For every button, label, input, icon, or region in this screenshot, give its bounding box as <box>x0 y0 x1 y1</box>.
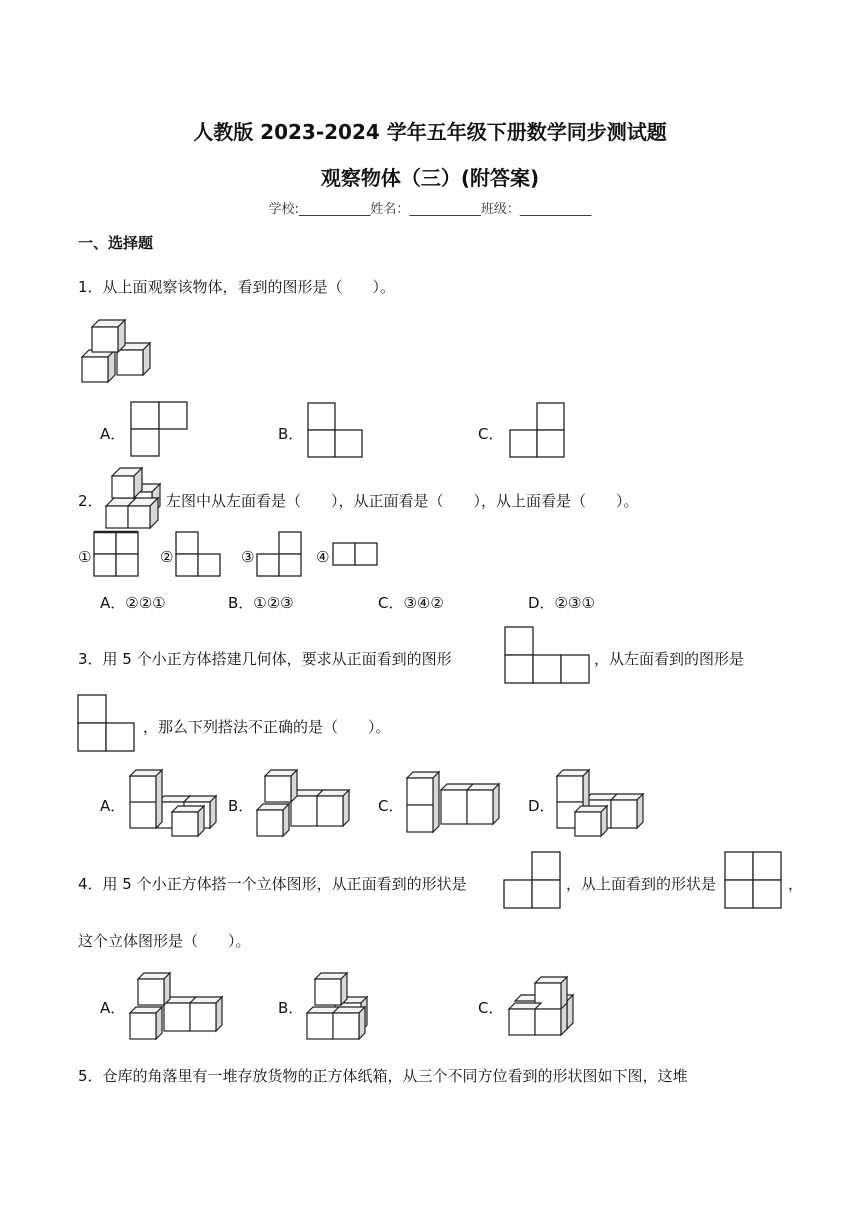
question-2-view-4-label: ④ <box>316 548 330 566</box>
question-4-option-c-figure[interactable] <box>507 969 587 1041</box>
question-1-option-c-figure[interactable] <box>510 403 570 461</box>
question-4-option-b-figure[interactable] <box>305 969 385 1041</box>
student-info-line: 学校:___________姓名：___________班级：___________ <box>268 202 592 217</box>
question-4-front-view-figure <box>504 852 566 914</box>
question-1-cube-figure <box>80 317 160 387</box>
question-2-view-2-figure <box>176 532 226 582</box>
question-1-option-b-figure[interactable] <box>308 403 368 461</box>
question-3-text-start: 3．用 5 个小正方体搭建几何体，要求从正面看到的图形 <box>78 650 452 668</box>
question-3-option-c[interactable]: C． <box>378 797 404 815</box>
question-2-view-4-figure <box>333 543 383 569</box>
document-title: 人教版 2023-2024 学年五年级下册数学同步测试题 <box>193 120 667 144</box>
question-2-number: 2． <box>78 492 103 510</box>
question-4-option-a[interactable]: A． <box>100 999 126 1017</box>
question-2-cube-figure <box>104 464 169 530</box>
question-2-option-a[interactable]: A．②②① <box>100 594 166 612</box>
question-1-option-a-figure[interactable] <box>131 402 191 460</box>
question-1-option-b[interactable]: B． <box>278 425 304 443</box>
question-4-text-middle: ，从上面看到的形状是 <box>566 875 717 893</box>
question-2-view-1-label: ① <box>78 548 92 566</box>
question-4-top-view-figure <box>725 852 787 914</box>
question-3-text-middle: ，从左面看到的图形是 <box>594 650 745 668</box>
question-3-text-end: ，那么下列搭法不正确的是（ ）。 <box>143 718 391 736</box>
question-4-option-a-figure[interactable] <box>128 969 228 1041</box>
question-3-option-a-figure[interactable] <box>128 766 220 838</box>
question-2-option-b[interactable]: B．①②③ <box>228 594 294 612</box>
document-subtitle: 观察物体（三）(附答案) <box>320 166 540 190</box>
question-3-left-view-figure <box>78 695 140 757</box>
question-3-option-c-figure[interactable] <box>405 766 505 838</box>
question-5-text: 5．仓库的角落里有一堆存放货物的正方体纸箱，从三个不同方位看到的形状图如下图，这堆 <box>78 1067 688 1085</box>
question-4-text-end: 这个立体图形是（ ）。 <box>78 932 251 950</box>
question-2-option-d[interactable]: D．②③① <box>528 594 595 612</box>
question-2-view-1-figure <box>94 532 144 582</box>
question-3-option-d-figure[interactable] <box>555 766 655 838</box>
question-2-view-2-label: ② <box>160 548 174 566</box>
question-2-view-3-figure <box>257 532 307 582</box>
question-1-option-a[interactable]: A． <box>100 425 126 443</box>
question-4-option-c[interactable]: C． <box>478 999 504 1017</box>
question-1-text: 1．从上面观察该物体，看到的图形是（ ）。 <box>78 278 396 296</box>
question-3-front-view-figure <box>505 627 595 689</box>
question-3-option-d[interactable]: D． <box>528 797 555 815</box>
question-4-option-b[interactable]: B． <box>278 999 304 1017</box>
question-2-option-c[interactable]: C．③④② <box>378 594 444 612</box>
question-3-option-a[interactable]: A． <box>100 797 126 815</box>
question-1-option-c[interactable]: C． <box>478 425 504 443</box>
section-heading: 一、选择题 <box>78 234 154 252</box>
question-2-view-3-label: ③ <box>241 548 255 566</box>
question-2-text: 左图中从左面看是（ ），从正面看是（ ），从上面看是（ ）。 <box>166 492 639 510</box>
question-3-option-b[interactable]: B． <box>228 797 254 815</box>
question-4-text-start: 4．用 5 个小正方体搭一个立体图形，从正面看到的形状是 <box>78 875 467 893</box>
question-4-text-comma: ， <box>788 875 804 893</box>
question-3-option-b-figure[interactable] <box>255 766 355 838</box>
